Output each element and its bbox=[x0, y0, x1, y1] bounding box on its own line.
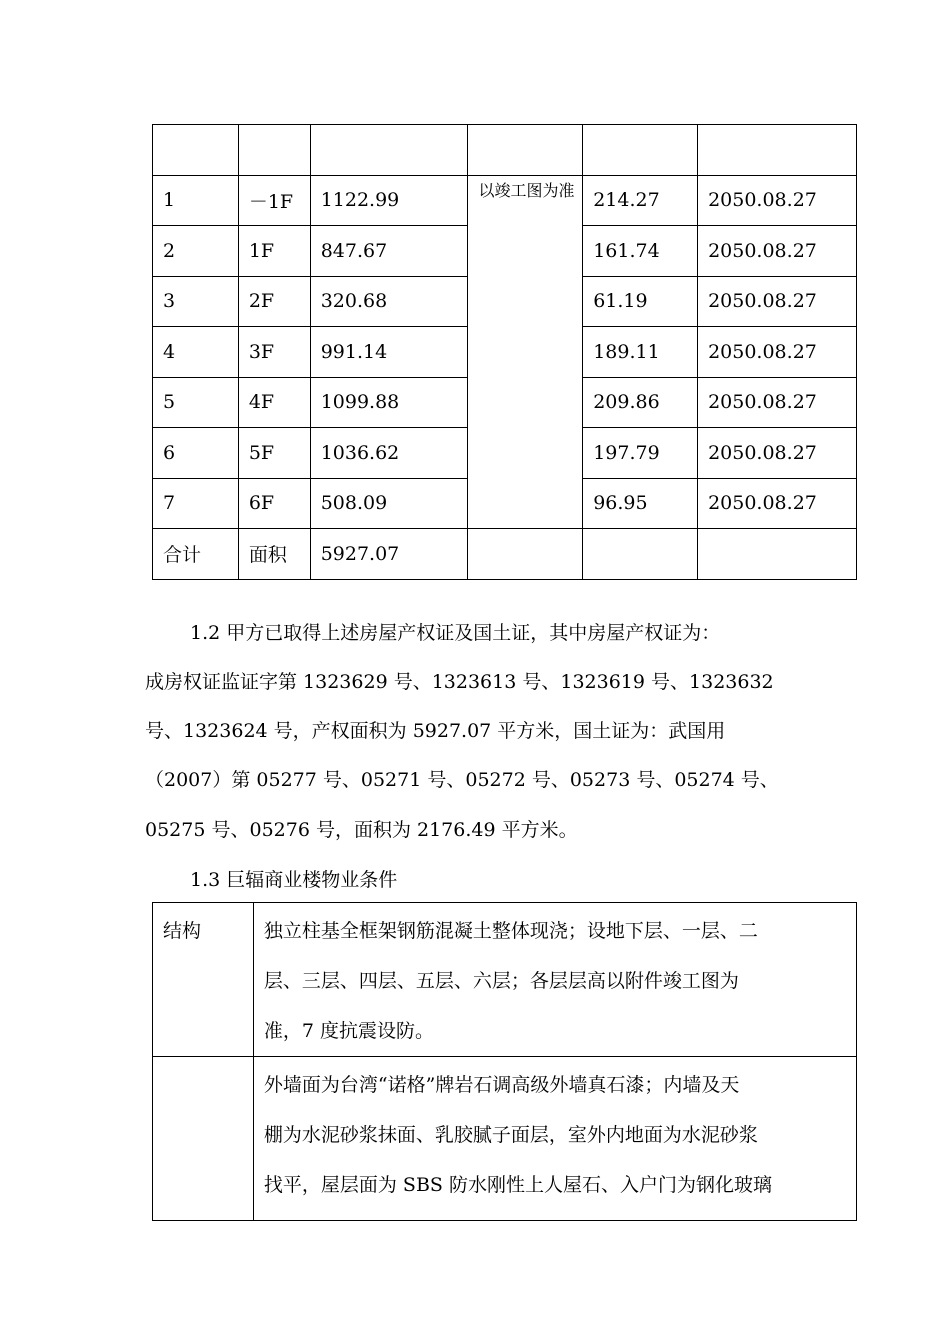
condition-line: 棚为水泥砂浆抹面、乳胶腻子面层，室外内地面为水泥砂浆 bbox=[263, 1124, 758, 1146]
paragraph-1-2-line: 成房权证监证字第 1323629 号、1323613 号、1323619 号、1323632 bbox=[145, 671, 774, 693]
expiry-date: 2050.08.27 bbox=[698, 226, 857, 277]
land-area: 214.27 bbox=[583, 175, 698, 226]
table-cell bbox=[153, 125, 239, 176]
row-number: 3 bbox=[153, 276, 239, 327]
floor-label: 1F bbox=[238, 226, 310, 277]
floor-area: 1036.62 bbox=[310, 428, 468, 479]
expiry-date: 2050.08.27 bbox=[698, 428, 857, 479]
condition-key: 结构 bbox=[153, 903, 254, 1057]
condition-line: 独立柱基全框架钢筋混凝土整体现浇；设地下层、一层、二 bbox=[263, 920, 758, 942]
row-number: 7 bbox=[153, 478, 239, 529]
condition-value bbox=[253, 1057, 856, 1221]
land-area: 209.86 bbox=[583, 377, 698, 428]
floor-area: 320.68 bbox=[310, 276, 468, 327]
completion-drawing-note: 以竣工图为准 bbox=[468, 175, 583, 529]
paragraph-1-2-line: 号、1323624 号，产权面积为 5927.07 平方米，国土证为：武国用 bbox=[145, 720, 726, 742]
floor-area: 991.14 bbox=[310, 327, 468, 378]
row-number: 4 bbox=[153, 327, 239, 378]
land-area: 189.11 bbox=[583, 327, 698, 378]
total-label: 合计 bbox=[153, 529, 239, 580]
floor-label: 6F bbox=[238, 478, 310, 529]
land-area: 96.95 bbox=[583, 478, 698, 529]
condition-line: 外墙面为台湾“诺格”牌岩石调高级外墙真石漆；内墙及天 bbox=[263, 1074, 740, 1096]
floor-area: 1099.88 bbox=[310, 377, 468, 428]
floor-label: 2F bbox=[238, 276, 310, 327]
table-cell bbox=[583, 125, 698, 176]
expiry-date: 2050.08.27 bbox=[698, 175, 857, 226]
floor-label: 5F bbox=[238, 428, 310, 479]
condition-value bbox=[253, 903, 856, 1057]
total-sub-label: 面积 bbox=[238, 529, 310, 580]
paragraph-1-2-line: 1.2 甲方已取得上述房屋产权证及国土证，其中房屋产权证为： bbox=[190, 622, 721, 644]
table-row bbox=[153, 125, 857, 176]
floor-area: 847.67 bbox=[310, 226, 468, 277]
condition-line: 层、三层、四层、五层、六层；各层层高以附件竣工图为 bbox=[263, 970, 739, 992]
expiry-date: 2050.08.27 bbox=[698, 377, 857, 428]
paragraph-1-2-line: （2007）第 05277 号、05271 号、05272 号、05273 号、05274 号、 bbox=[145, 769, 779, 791]
table-row bbox=[153, 1057, 857, 1221]
table-cell bbox=[310, 125, 468, 176]
floor-area: 1122.99 bbox=[310, 175, 468, 226]
table-cell bbox=[238, 125, 310, 176]
floor-label: 4F bbox=[238, 377, 310, 428]
floor-area: 508.09 bbox=[310, 478, 468, 529]
table-cell bbox=[583, 529, 698, 580]
condition-line: 准，7 度抗震设防。 bbox=[263, 1020, 435, 1042]
floor-area-table bbox=[152, 124, 857, 580]
row-number: 5 bbox=[153, 377, 239, 428]
expiry-date: 2050.08.27 bbox=[698, 276, 857, 327]
table-cell bbox=[698, 529, 857, 580]
table-cell bbox=[468, 529, 583, 580]
condition-key bbox=[153, 1057, 254, 1221]
condition-line: 找平，屋层面为 SBS 防水刚性上人屋石、入户门为钢化玻璃 bbox=[263, 1174, 772, 1196]
table-row bbox=[153, 903, 857, 1057]
land-area: 161.74 bbox=[583, 226, 698, 277]
expiry-date: 2050.08.27 bbox=[698, 478, 857, 529]
row-number: 6 bbox=[153, 428, 239, 479]
table-row bbox=[153, 175, 857, 226]
land-area: 197.79 bbox=[583, 428, 698, 479]
table-cell bbox=[698, 125, 857, 176]
row-number: 1 bbox=[153, 175, 239, 226]
table-cell bbox=[468, 125, 583, 176]
land-area: 61.19 bbox=[583, 276, 698, 327]
total-area: 5927.07 bbox=[310, 529, 468, 580]
floor-label: 3F bbox=[238, 327, 310, 378]
row-number: 2 bbox=[153, 226, 239, 277]
total-row bbox=[153, 529, 857, 580]
paragraph-1-2-line: 05275 号、05276 号，面积为 2176.49 平方米。 bbox=[145, 819, 578, 841]
section-1-3-heading: 1.3 巨辐商业楼物业条件 bbox=[190, 869, 398, 891]
floor-label: －1F bbox=[238, 175, 310, 226]
property-conditions-table bbox=[152, 902, 857, 1221]
expiry-date: 2050.08.27 bbox=[698, 327, 857, 378]
